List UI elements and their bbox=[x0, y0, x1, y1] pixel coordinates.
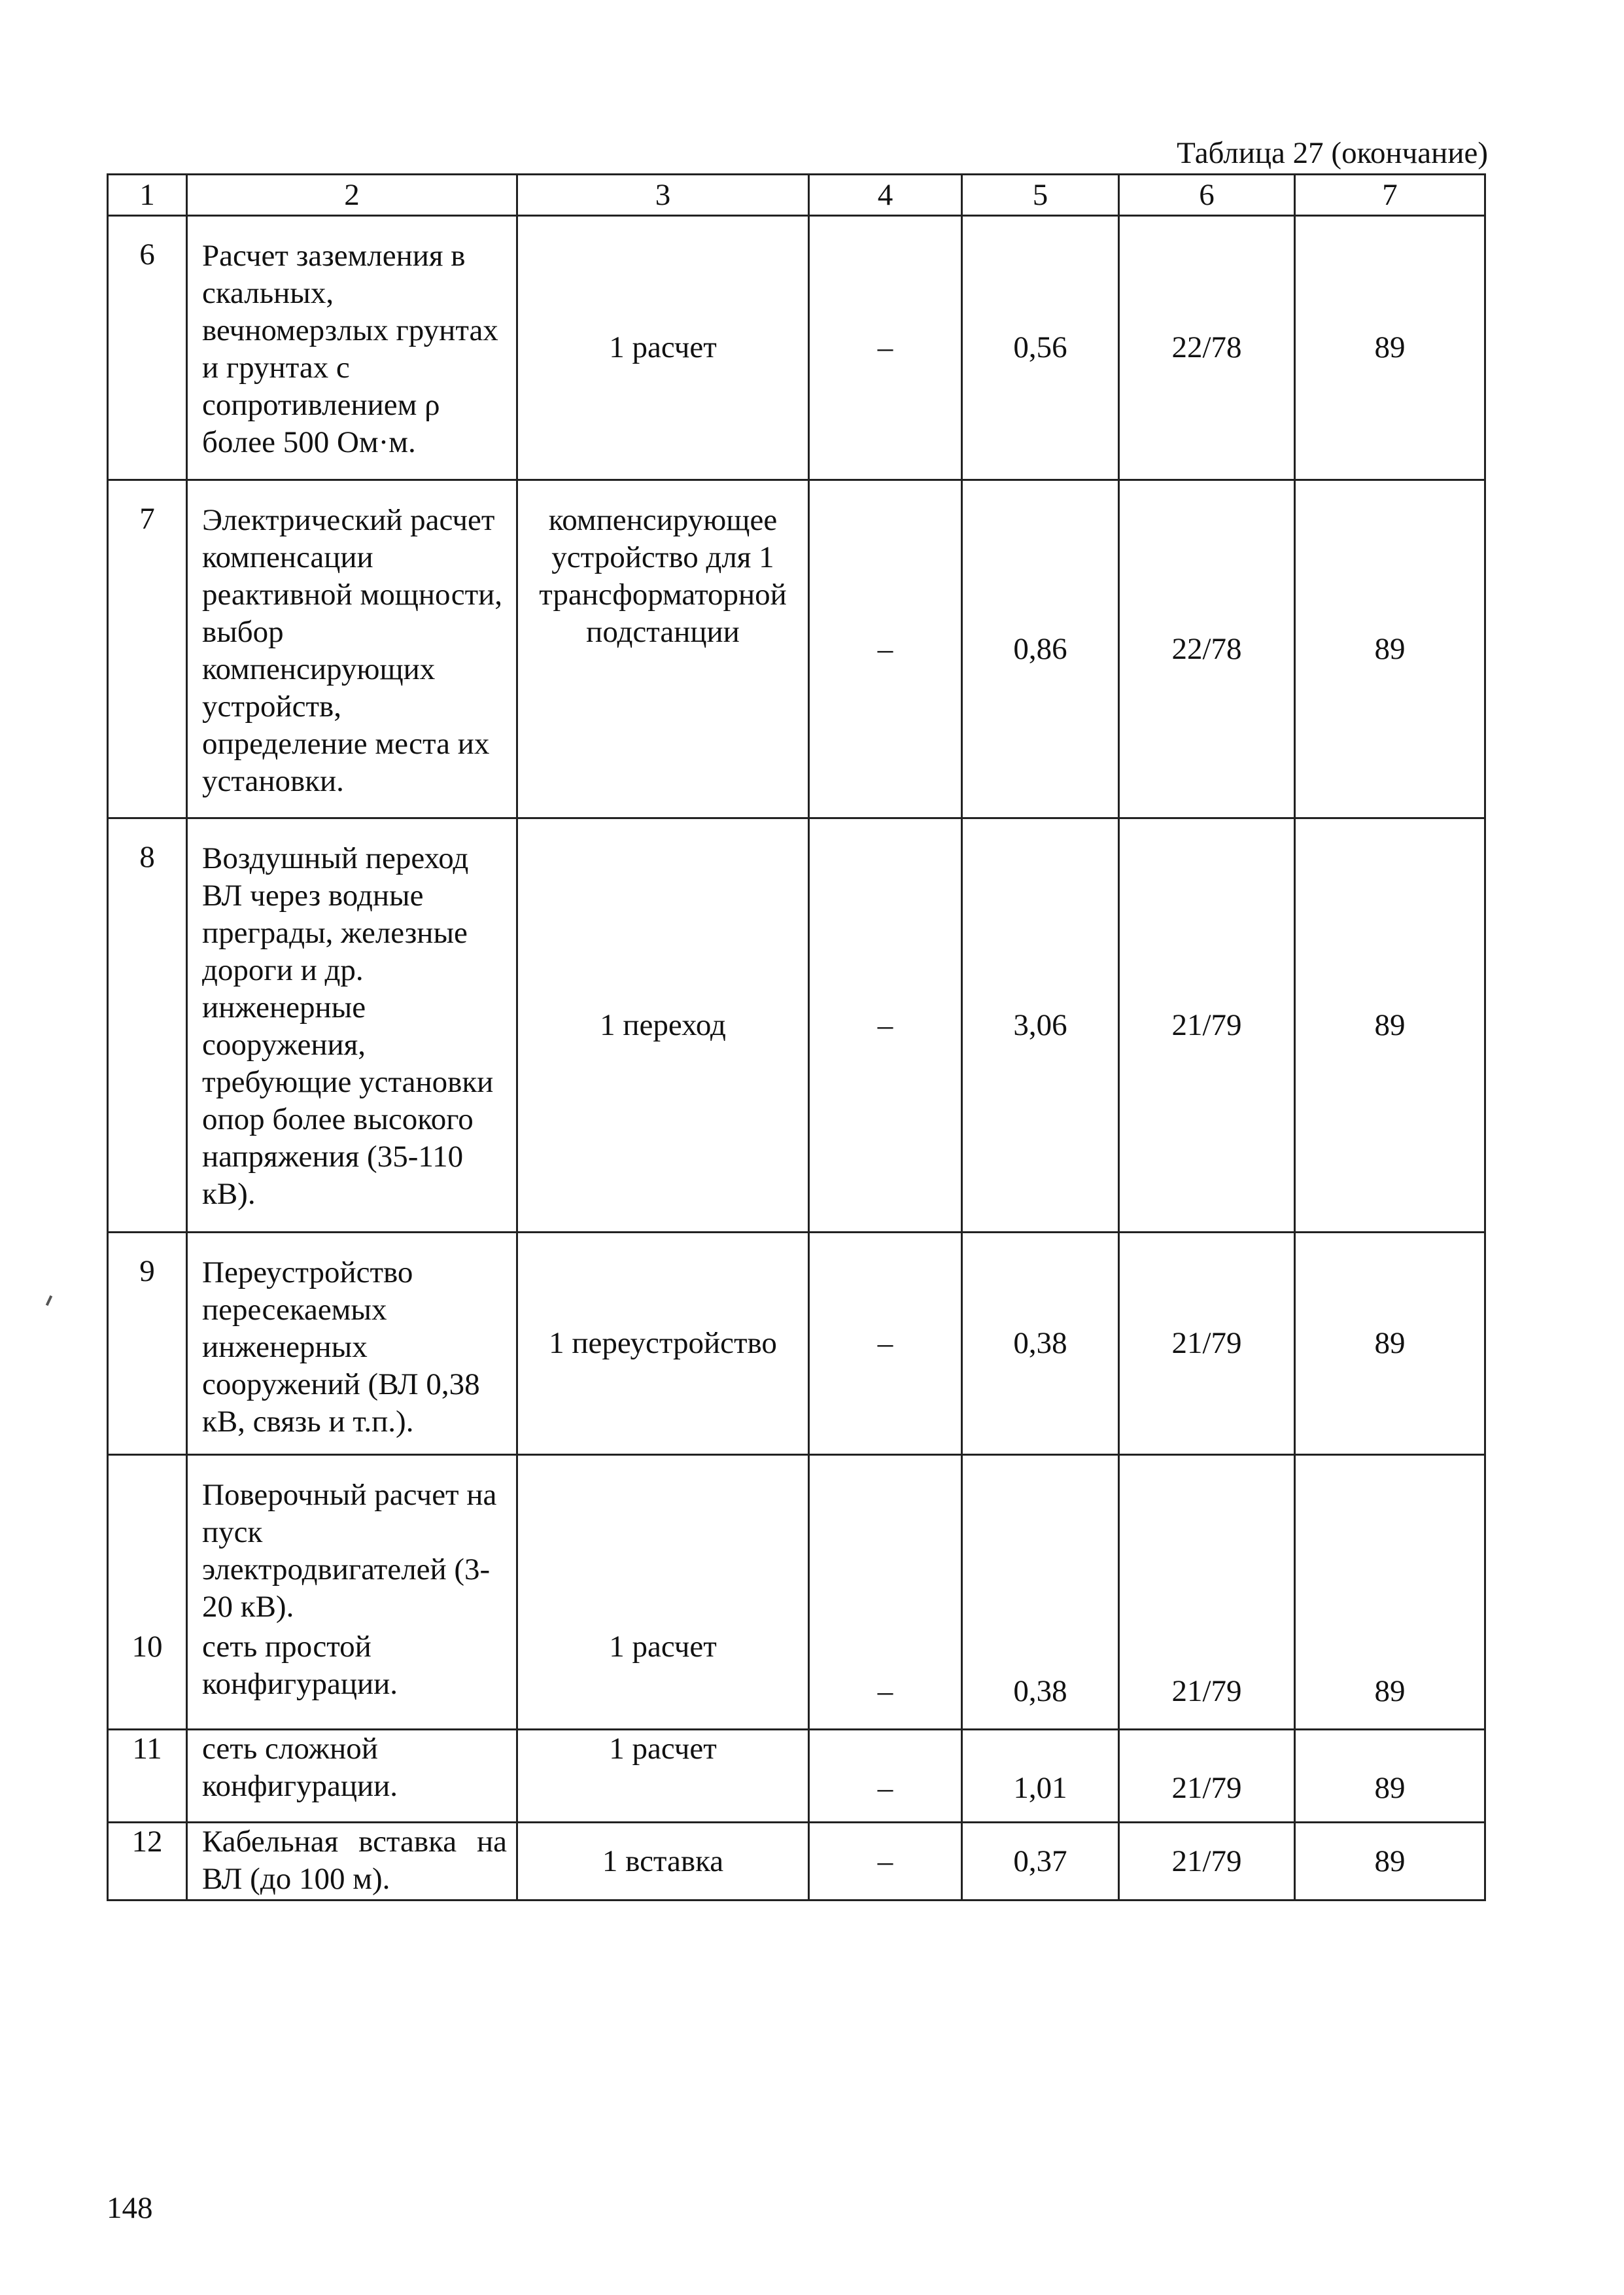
column-header: 6 bbox=[1119, 175, 1295, 216]
group-header: Поверочный расчет на пуск электродвигателей (3-20 кВ). bbox=[187, 1455, 517, 1629]
work-name: сеть сложной конфигурации. bbox=[187, 1730, 517, 1823]
table-row bbox=[108, 216, 1485, 480]
column-number-row bbox=[108, 175, 1485, 216]
col6-value: 21/79 bbox=[1119, 1823, 1295, 1901]
column-header: 4 bbox=[809, 175, 962, 216]
norms-table bbox=[107, 173, 1486, 1901]
col5-value: 0,37 bbox=[962, 1823, 1119, 1901]
col5-value: 0,38 bbox=[962, 1628, 1119, 1730]
work-name: Электрический расчет компенсации реактивной мощности, выбор компенсирующих устройств, определение места их установки. bbox=[187, 480, 517, 818]
column-header: 5 bbox=[962, 175, 1119, 216]
row-number: 10 bbox=[108, 1628, 187, 1730]
work-name: Кабельная вставка на ВЛ (до 100 м). bbox=[187, 1823, 517, 1901]
unit-of-measure: 1 переустройство bbox=[517, 1233, 809, 1455]
column-header: 7 bbox=[1295, 175, 1485, 216]
table-row bbox=[108, 818, 1485, 1233]
row-number: 9 bbox=[108, 1233, 187, 1455]
col4-value: – bbox=[809, 216, 962, 480]
col4-value: – bbox=[809, 1233, 962, 1455]
table-row bbox=[108, 1730, 1485, 1823]
work-name: Расчет заземления в скальных, вечномерзлых грунтах и грунтах с сопротивлением ρ более 500 Ом·м. bbox=[187, 216, 517, 480]
row-number: 7 bbox=[108, 480, 187, 818]
col5-value: 0,86 bbox=[962, 480, 1119, 818]
row-number: 11 bbox=[108, 1730, 187, 1823]
col6-value: 21/79 bbox=[1119, 1233, 1295, 1455]
unit-of-measure: 1 расчет bbox=[517, 1628, 809, 1730]
column-header: 2 bbox=[187, 175, 517, 216]
col5-value: 1,01 bbox=[962, 1730, 1119, 1823]
col6-value: 21/79 bbox=[1119, 1628, 1295, 1730]
table-row bbox=[108, 1233, 1485, 1455]
unit-of-measure: 1 переход bbox=[517, 818, 809, 1233]
table-row bbox=[108, 480, 1485, 818]
row-number: 8 bbox=[108, 818, 187, 1233]
page-number: 148 bbox=[107, 2191, 153, 2225]
col7-value: 89 bbox=[1295, 216, 1485, 480]
column-header: 3 bbox=[517, 175, 809, 216]
col4-value: – bbox=[809, 1628, 962, 1730]
col5-value: 0,38 bbox=[962, 1233, 1119, 1455]
scan-mark bbox=[46, 1295, 52, 1306]
col4-value: – bbox=[809, 1823, 962, 1901]
unit-of-measure: компенсирующее устройство для 1 трансформаторной подстанции bbox=[517, 480, 809, 818]
unit-of-measure: 1 вставка bbox=[517, 1823, 809, 1901]
col7-value: 89 bbox=[1295, 480, 1485, 818]
col5-value: 3,06 bbox=[962, 818, 1119, 1233]
work-name: Переустройство пересекаемых инженерных сооружений (ВЛ 0,38 кВ, связь и т.п.). bbox=[187, 1233, 517, 1455]
col4-value: – bbox=[809, 1730, 962, 1823]
column-header: 1 bbox=[108, 175, 187, 216]
col7-value: 89 bbox=[1295, 1823, 1485, 1901]
col5-value: 0,56 bbox=[962, 216, 1119, 480]
unit-of-measure: 1 расчет bbox=[517, 216, 809, 480]
work-name: сеть простой конфигурации. bbox=[187, 1628, 517, 1730]
row-number: 12 bbox=[108, 1823, 187, 1901]
group-header-row bbox=[108, 1455, 1485, 1629]
table-caption: Таблица 27 (окончание) bbox=[1177, 136, 1488, 170]
col6-value: 22/78 bbox=[1119, 216, 1295, 480]
col7-value: 89 bbox=[1295, 818, 1485, 1233]
col7-value: 89 bbox=[1295, 1233, 1485, 1455]
col7-value: 89 bbox=[1295, 1628, 1485, 1730]
col4-value: – bbox=[809, 480, 962, 818]
unit-of-measure: 1 расчет bbox=[517, 1730, 809, 1823]
col6-value: 21/79 bbox=[1119, 1730, 1295, 1823]
table-row bbox=[108, 1628, 1485, 1730]
col7-value: 89 bbox=[1295, 1730, 1485, 1823]
col6-value: 22/78 bbox=[1119, 480, 1295, 818]
col4-value: – bbox=[809, 818, 962, 1233]
col6-value: 21/79 bbox=[1119, 818, 1295, 1233]
table-row bbox=[108, 1823, 1485, 1901]
work-name: Воздушный переход ВЛ через водные преграды, железные дороги и др. инженерные сооружения, требующие установки опор более высокого напряжения (35-110 кВ). bbox=[187, 818, 517, 1233]
row-number: 6 bbox=[108, 216, 187, 480]
